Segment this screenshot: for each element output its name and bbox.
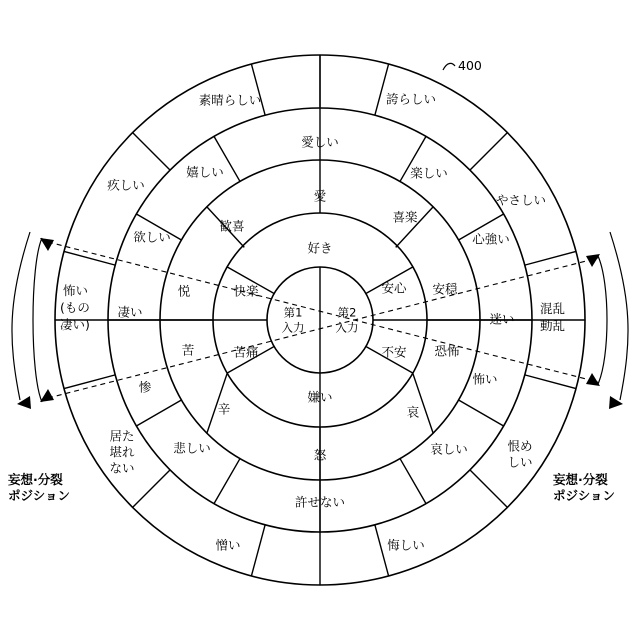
ring3-divider-8 <box>136 400 181 426</box>
label-itoshii: 愛しい <box>301 134 339 150</box>
label-kanashimi: 哀 <box>406 404 420 420</box>
label-nikui: 憎い <box>215 537 241 553</box>
label-kiraku: 喜楽 <box>392 209 418 225</box>
left-position-label-l2: ポジション <box>8 488 70 503</box>
ring4-divider-9 <box>64 251 115 265</box>
label-ku: 苦 <box>181 342 195 358</box>
ring4-divider-2 <box>525 251 576 265</box>
left-outer-bracket <box>12 232 30 400</box>
label-ai: 愛 <box>313 188 327 204</box>
ring4-divider-11 <box>251 64 265 115</box>
ring4-divider-1 <box>470 133 507 170</box>
right-bracket-label-l2: 動乱 <box>540 318 566 333</box>
left-bracket-label-l1: 怖い <box>63 283 89 298</box>
label-itatamarenai-l3: ない <box>109 460 135 476</box>
ring2-spoke-2 <box>413 373 433 433</box>
label-urameshii-l1: 恨め <box>507 438 533 454</box>
label-itatamarenai-l1: 居た <box>109 428 135 444</box>
label-sugoi: 凄い <box>117 304 143 320</box>
label-tsurai: 辛 <box>217 401 231 417</box>
right-position-label-l2: ポジション <box>553 488 615 503</box>
label-ikari: 怒 <box>313 447 327 463</box>
label-suki: 好き <box>307 240 333 256</box>
label-center-left-line1: 第1 <box>283 305 303 320</box>
label-kowai: 怖い <box>472 371 498 387</box>
arrowhead-right-lower <box>586 373 600 386</box>
ring4-divider-4 <box>470 470 507 507</box>
ring3-divider-7 <box>214 459 240 504</box>
label-hokorashii: 誇らしい <box>385 91 437 107</box>
label-urameshii-l2: しい <box>507 454 533 470</box>
label-kuyashii: 悔しい <box>387 537 425 553</box>
label-yamashii: 疚しい <box>107 177 145 193</box>
label-kutsuu: 苦痛 <box>233 344 259 360</box>
label-kanki: 歓喜 <box>219 218 245 234</box>
right-outer-bracket <box>610 232 628 400</box>
arrowhead-left-upper <box>40 238 54 251</box>
ring4-divider-6 <box>251 525 265 576</box>
label-kyoufu: 恐怖 <box>434 343 460 359</box>
diagram-number: 400 <box>458 58 482 73</box>
label-etsu: 悦 <box>177 283 191 299</box>
label-mayoi: 迷い <box>489 311 515 327</box>
left-bracket-label-l2: (もの <box>60 300 90 315</box>
label-fuan: 不安 <box>381 344 407 360</box>
callout-hook <box>443 63 455 70</box>
label-yasashii: やさしい <box>495 192 547 208</box>
label-anshin: 安心 <box>381 280 407 296</box>
label-hoshii: 欲しい <box>133 229 171 245</box>
right-position-label-l1: 妄想·分裂 <box>553 472 608 487</box>
label-kanashii-a: 哀しい <box>430 441 468 457</box>
label-yurusenai: 許せない <box>294 494 346 510</box>
right-bracket-label-l1: 混乱 <box>540 301 566 316</box>
label-kanashii-b: 悲しい <box>173 440 211 456</box>
label-kirai: 嫌い <box>307 389 333 405</box>
label-center-left-line2: 入力 <box>281 320 305 335</box>
label-mugoi: 惨 <box>138 379 152 395</box>
left-inner-bracket <box>33 238 42 402</box>
ring3-divider-4 <box>459 400 504 426</box>
ring4-divider-10 <box>133 133 170 170</box>
label-kairaku: 快楽 <box>233 283 259 299</box>
ring3-divider-5 <box>400 459 426 504</box>
label-center-right-line1: 第2 <box>337 305 357 320</box>
label-tanoshii: 楽しい <box>410 165 448 181</box>
arrowhead-left-lower <box>40 389 54 402</box>
label-kokorozuyoi: 心強い <box>472 231 510 247</box>
left-position-label-l1: 妄想·分裂 <box>8 472 63 487</box>
label-anon: 安穏 <box>432 281 458 297</box>
ring4-divider-3 <box>525 375 576 389</box>
dashed-axis-2 <box>48 258 598 398</box>
ring4-divider-8 <box>64 375 115 389</box>
ring4-divider-0 <box>375 64 389 115</box>
ring4-divider-7 <box>133 470 170 507</box>
label-center-right-line2: 入力 <box>335 320 359 335</box>
label-ureshii: 嬉しい <box>186 164 224 180</box>
label-subarashii: 素晴らしい <box>198 92 262 108</box>
label-itatamarenai-l2: 堪れ <box>109 444 135 460</box>
right-inner-bracket <box>598 256 607 384</box>
left-bracket-label-l3: 凄い) <box>60 317 90 332</box>
arrowhead-right-upper <box>586 254 600 267</box>
